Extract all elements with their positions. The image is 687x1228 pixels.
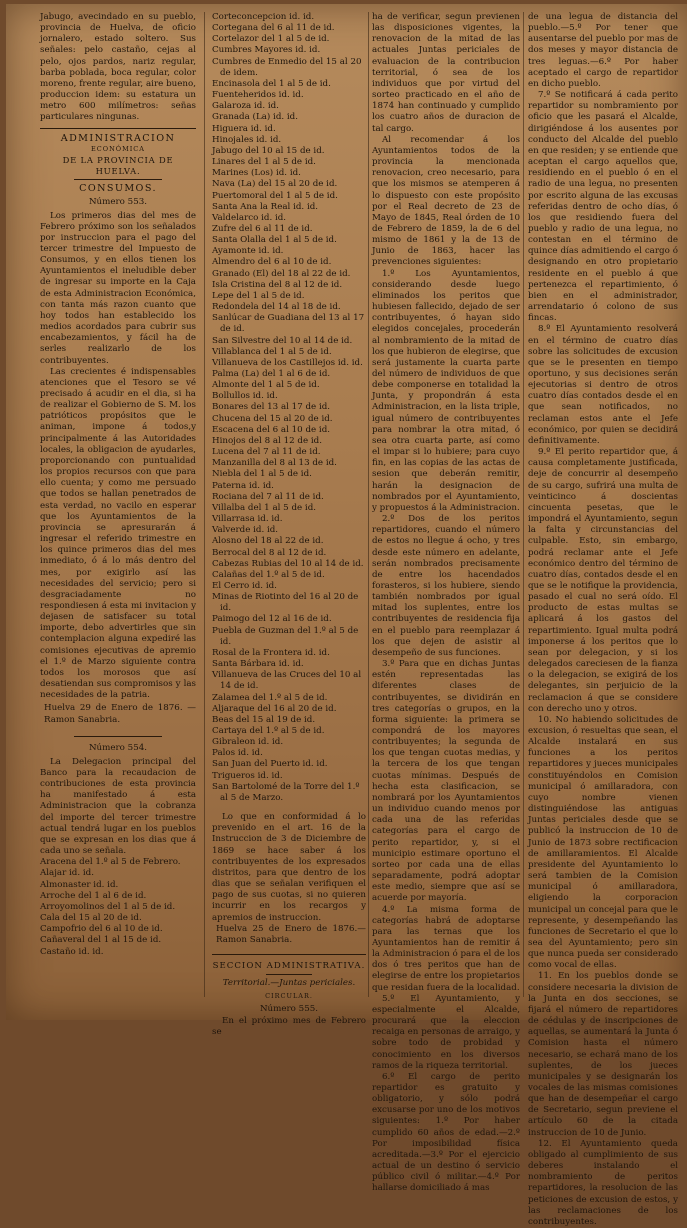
list-item: Calañas del 1.º al 5 de id. [212,569,325,580]
paragraph-4-3: 8.º El Ayuntamiento resolverá en el término de cuatro días sobre las solicitudes de excusion que se le presenten en tiempo oportuno, y sus decisiones serán ejecutorias si dentro de otros cuatro días contados desde el en que sean notificados, no reclaman estos ante el Jefe económico, por quien se decidirá definitivamente. [528,324,678,446]
list-item: Rosal de la Frontera id. id. [212,647,330,658]
list-item: Nava (La) del 15 al 20 de id. [212,179,338,190]
list-item: Arroche del 1 al 6 de id. [40,890,147,901]
column-3 [372,12,520,1194]
list-item: Berrocal del 8 al 12 de id. [212,547,327,558]
newspaper-page [6,4,687,1227]
paragraph-3-5: 3.º Para que en dichas Juntas estén representadas las diferentes clases de contribuyentes, se dividirán en tres categorías o grupos, en la forma siguiente: la primera se compondrá de los mayores contribuyentes; la segunda de los que tengan cuotas medias, y la tercera de los que tengan cuotas mínimas. Después de hecha esta clasificacion, se nombrará por los Ayuntamientos un individuo cuando menos por cada una de las referidas categorías para el cargo de perito repartidor, y, si el municipio estimare oportuno el sorteo por cada una de ellas separadamente, podrá adoptar este medio, siempre que así se acuerde por mayoría. [372,659,520,904]
list-item: Cabezas Rubias del 10 al 14 de id. [212,558,364,569]
list-item: Bollullos id. id. [212,391,278,402]
list-item: Corteconcepcion id. id. [212,12,315,22]
list-item: Cumbres Mayores id. id. [212,45,321,56]
paragraph-3-8: 6.º El cargo de perito repartidor es gratuito y obligatorio, y sólo podrá excusarse por uno de los motivos siguientes: 1.º Por haber cumplido 60 años de edad.—2.º Por imposibilidad física acreditada.—3.º Por el ejercicio actual de un destino ó servicio público civil ó militar.—4.º Por hallarse domiciliado á mas [372,1071,520,1194]
list-item: Zufre del 6 al 11 de id. [212,223,313,234]
list-item: Lucena del 7 al 11 de id. [212,447,321,458]
paragraph-3-4: 2.º Dos de los peritos repartidores, cuando el número de estos no llegue á ocho, y tres desde este número en adelante, serán nombrados precisamente de entre los hacendados forasteros, si los hubiere, siendo también nombrados por igual mitad los suplentes, entre los contribuyentes de residencia fija en el pueblo para reemplazar á los que dejen de asistir al desempeño de sus funciones. [372,514,520,658]
paragraph-4-6: 11. En los pueblos donde se considere necesaria la division de la Junta en dos secciones, se fijará el número de repartidores de cédulas y de inscripciones de aquellas, se aumentará la Junta ó Comision hasta el número necesario, se echará mano de los suplentes, de los jueces municipales y se designarán los vocales de las mismas comisiones que han de desempeñar el cargo de Secretario, segun previene el artículo 60 de la citada instruccion de 10 de Junio. [528,971,678,1138]
list-item: Cortegana del 6 al 11 de id. [212,23,335,34]
divider [212,954,366,955]
paragraph-4-2: 7.º Se notificará á cada perito repartidor su nombramiento por oficio que les pasará el Alcalde, dirigiéndose á los ausentes por conducto del Alcalde del pueblo en que residen; y se entiende que aceptan el cargo aquellos que, residiendo en el pueblo ó en el radio de una legua, no presenten por escrito alguna de las excusas referidas dentro de ocho días, ó los que residiendo fuera del pueblo y radio de una legua, no contestan en el término de quince días admitiendo el cargo ó designando en otro propietario residente en el pueblo á que pertenezca el repartimiento, ó bien en el administrador, arrendatario ó colono de sus fincas. [528,90,678,324]
list-item: Villanueva de los Castillejos id. id. [212,357,363,368]
list-item: Encinasola del 1 al 5 de id. [212,78,331,89]
paragraph-3-1: ha de verificar, segun previenen las disposiciones vigentes, la renovacion de la mitad de las actuales Juntas periciales de evaluacion de la contribucion territorial, ó sea de los individuos que por virtud del sorteo practicado en el año de 1874 han continuado y cumplido los cuatro años de duracion de tal cargo. [372,12,520,134]
list-item: Villablanca del 1 al 5 de id. [212,346,332,357]
list-item: Bonares del 13 al 17 de id. [212,402,331,413]
list-item: Lepe del 1 al 5 de id. [212,290,305,301]
list-item: Santa Ana la Real id. id. [212,201,319,212]
list-item: Galaroza id. id. [212,101,279,112]
list-item: Campofrio del 6 al 10 de id. [40,924,163,935]
closing-signature: Huelva 25 de Enero de 1876.—Ramon Sanabria. [216,923,366,945]
list-item: Santa Bárbara id. id. [212,659,304,670]
list-item: Granado (El) del 18 al 22 de id. [212,268,351,279]
column-rule [204,12,205,997]
list-item: El Cerro id. id. [212,580,277,591]
list-item: Escacena del 6 al 10 de id. [212,424,331,435]
list-item: Hinojales id. id. [212,134,282,145]
list-item: Paterna id. id. [212,480,274,491]
list-item: Cortelazor del 1 al 5 de id. [212,34,330,45]
list-item: Beas del 15 al 19 de id. [212,714,316,725]
list-item: Palos id. id. [212,748,263,759]
consumos-heading: CONSUMOS. [79,183,157,195]
collection-schedule-list [40,857,196,957]
list-item: Villalba del 1 al 5 de id. [212,502,317,513]
list-item: Minas de Riotinto del 16 al 20 de id. [212,592,359,614]
list-item: San Bartolomé de la Torre del 1.º al 5 de Marzo. [212,781,360,803]
section-administrativa-title: SECCION ADMINISTRATIVA. [212,960,366,971]
list-item: Almendro del 6 al 10 de id. [212,257,332,268]
list-item: Aracena del 1.º al 5 de Febrero. [40,857,181,868]
list-item: Redondela del 14 al 18 de id. [212,302,341,313]
divider [40,128,196,129]
article-number-553: Número 553. [88,197,148,208]
article-number-555: Número 555. [259,1004,319,1015]
paragraph-555-start: En el próximo mes de Febrero se [212,1015,366,1037]
list-item: San Juan del Puerto id. id. [212,759,328,770]
column-2 [212,12,366,1037]
paragraph-3-7: 5.º El Ayuntamiento, y especialmente el Alcalde, procurará que la eleccion recaiga en personas de arraigo, y sobre todo de probidad y conocimiento en los diversos ramos de la riqueza territorial. [372,993,520,1071]
paragraph-4-4: 9.º El perito repartidor que, á causa completamente justificada, deje de concurrir al desempeño de su cargo, sufrirá una multa de veinticinco á doscientas cincuenta pesetas, que le impondrá el Ayuntamiento, segun la falta y circunstancias del culpable. Esto, sin embargo, podrá reclamar ante el Jefe económico dentro del término de cuatro días, contados desde el en que se le notifique la providencia, pasado el cual no será oído. El producto de estas multas se aplicará á los gastos del repartimiento. Igual multa podrá imponerse á los peritos que lo sean por delegacion, y si los delegados careciesen de la fianza o la delegacion, se exigirá de los delegantes, sin perjuicio de la reclamacion á que se considere con derecho uno y otros. [528,447,678,714]
column-rule [523,12,524,997]
paragraph-554: La Delegacion principal del Banco para la recaudacion de contribuciones de esta provincia ha manifestado á esta Administracion que la cobranza del importe del tercer trimestre actual tendrá lugar en los pueblos que se expresan en los dias que á cada uno se señala. [40,756,196,857]
list-item: Isla Cristina del 8 al 12 de id. [212,279,343,290]
list-item: Alosno del 18 al 22 de id. [212,536,324,547]
closing-paragraph: Lo que en conformidad á lo prevenido en el art. 16 de la Instruccion de 3 de Diciembre de 1869 se hace saber á los contribuyentes de los expresados distritos, para que dentro de los dias que se señalan verifiquen el pago de sus cuotas, si no quieren incurrir en los recargos y apremios de instruccion. [212,812,366,923]
list-item: Villarrasa id. id. [212,514,283,525]
list-item: Paimogo del 12 al 16 de id. [212,614,332,625]
collection-schedule-list [212,12,366,804]
paragraph-4-5: 10. No habiendo solicitudes de excusion, ó resueltas que sean, el Alcalde instalará en sus funciones a los peritos repartidores y jueces municipales constituyéndolos en Comision municipal ó amillaradora, con cuyo nombre vienen distinguiéndose las antiguas Juntas periciales desde que se publicó la instruccion de 10 de Junio de 1873 sobre rectificacion de amillaramientos. El Alcalde presidente del Ayuntamiento lo será tambien de la Comision municipal ó amillaradora, eligiendo la corporacion municipal un concejal para que le represente, y desempeñando las funciones de Secretario el que lo sea del Ayuntamiento; pero sin que nunca pueda ser considerado como vocal de ellas. [528,714,678,971]
paragraph-553-2: Las crecientes é indispensables atenciones que el Tesoro se vé precisado á acudir en el dia, si ha de realizar el Gobierno de S. M. los patrióticos propósitos que le animan, impone á todos,y principalmente á las Autoridades locales, la obligacion de ayudarles, proporcionando con puntualidad los propios recursos con que para ello cuenta; y como me persuado que todos se hallan penetrados de esta verdad, no vacilo en esperar que los Ayuntamientos de la provincia se apresurarán á ingresar el referido trimestre en los quince primeros dias del mes inmediato, ó á lo más dentro del mes, por exigirlo así las necesidades del servicio; pero si desgraciadamente no respondiesen á esta mi invitacion y dejasen de satisfacer su total importe, debo advertirles que sin contemplacion alguna expediré las comisiones ejecutivas de apremio el 1.º de Marzo siguiente contra todos los morosos que así desatiendan sus compromisos y las necesidades de la patria. [40,366,196,701]
continued-paragraph: Jabugo, avecindado en su pueblo, provincia de Huelva, de oficio jornalero, estado soltero. Sus señales: pelo castaño, cejas al pelo, ojos pardos, nariz regular, barba poblada, boca regular, color moreno, frente regular, aire bueno, produccion idem: su estatura un metro 600 milímetros: señas particulares ningunas. [40,12,196,123]
list-item: Arroyomolinos del 1 al 5 de id. [40,901,176,912]
list-item: Puebla de Guzman del 1.º al 5 de id. [212,625,359,647]
list-item: Rociana del 7 al 11 de id. [212,491,324,502]
list-item: Villanueva de las Cruces del 10 al 14 de id. [212,670,362,692]
section-administrativa-subtitle: Territorial.—Juntas periciales. [222,978,356,989]
ornament-rule [74,736,161,737]
section-title: ADMINISTRACION [60,132,176,144]
article-number-554: Número 554. [88,742,148,753]
list-item: Linares del 1 al 5 de id. [212,157,316,168]
list-item: Sanlúcar de Guadiana del 13 al 17 de id. [212,313,365,335]
list-item: Puertomoral del 1 al 5 de id. [212,190,338,201]
column-4 [528,12,678,1227]
list-item: Cañaveral del 1 al 15 de id. [40,935,162,946]
list-item: Chucena del 15 al 20 de id. [212,413,333,424]
list-item: Valdelarco id. id. [212,212,287,223]
paragraph-553-1: Los primeros dias del mes de Febrero próximo son los señalados por instruccion para el pago del tercer trimestre del Impuesto de Consumos, y en ellos tienen los Ayuntamientos el ineludible deber de ingresar su importe en la Caja de esta Administracion Económica, con tanta más razon cuanto que hoy todos han establecido los medios acordados para cubrir sus encabezamientos, y fácil ha de serles realizarlo de los contribuyentes. [40,210,196,366]
list-item: Cartaya del 1.º al 5 de id. [212,726,325,736]
signature-553: Huelva 29 de Enero de 1876. —Ramon Sanabria. [44,703,196,725]
column-1 [40,12,196,1012]
list-item: Santa Olalla del 1 al 5 de id. [212,235,337,246]
ornament-rule [266,974,312,975]
list-item: Higuera id. id. [212,123,276,134]
list-item: Ayamonte id. id. [212,246,284,257]
list-item: Hinojos del 8 al 12 de id. [212,435,322,446]
list-item: Niebla del 1 al 5 de id. [212,469,312,480]
list-item: Jabugo del 10 al 15 de id. [212,145,325,156]
section-province: DE LA PROVINCIA DE HUELVA. [62,154,174,177]
paragraph-3-2: Al recomendar á los Ayuntamientos todos de la provincia la mencionada renovacion, creo necesario, para que los mismos se atemperen á lo dispuesto con este propósito por el Real decreto de 23 de Mayo de 1845, Real órden de 10 de Febrero de 1859, la de 6 del mismo de 1861 y la de 13 de Junio de 1863, hacer las prevenciones siguientes: [372,134,520,268]
paragraph-3-3: 1.º Los Ayuntamientos, considerando desde luego eliminados los peritos que hubiesen fallecido, dejado de ser contribuyentes, ó hayan sido elegidos concejales, procederán al nombramiento de la mitad de los que hubieron de elegirse, que será justamente la cuarta parte del número de individuos de que debe componerse en totalidad la Junta, y propondrán á esta Administracion, en la lista triple, igual número de contribuyentes para nombrar la otra mitad, ó sea otra cuarta parte, así como el impar si lo hubiere; para cuyo fin, en las copias de las actas de sesion que deberán remitir, harán la designacion de nombrados por el Ayuntamiento, y propuestos á la Administracion. [372,268,520,513]
list-item: Palma (La) del 1 al 6 de id. [212,369,331,379]
list-item: Almonaster id. id. [40,879,119,890]
section-subtitle: ECONÓMICA [91,144,145,153]
list-item: Alajar id. id. [40,868,94,879]
list-item: Aljaraque del 16 al 20 de id. [212,703,337,714]
list-item: Valverde id. id. [212,525,279,536]
list-item: Fuenteheridos id. id. [212,90,304,101]
list-item: San Silvestre del 10 al 14 de id. [212,335,353,346]
ornament-rule [74,179,161,180]
list-item: Zalamea del 1.º al 5 de id. [212,692,328,703]
list-item: Cumbres de Enmedio del 15 al 20 de idem. [212,56,362,78]
paragraph-4-1: de una legua de distancia del pueblo.—5.º Por tener que ausentarse del pueblo por mas de dos meses y mayor distancia de tres leguas.—6.º Por haber aceptado el cargo de repartidor en dicho pueblo. [528,12,678,89]
paragraph-4-7: 12. El Ayuntamiento queda obligado al cumplimiento de sus deberes instalando el nombramiento de peritos repartidores, la resolucion de las peticiones de excusion de estos, y las reclamaciones de los contribuyentes. [528,1138,678,1227]
list-item: Manzanilla del 8 al 13 de id. [212,458,337,469]
list-item: Granada (La) id. id. [212,112,299,123]
list-item: Trigueros id. id. [212,770,283,781]
list-item: Almonte del 1 al 5 de id. [212,380,320,391]
list-item: Gibraleon id. id. [212,737,284,748]
list-item: Castaño id. id. [40,946,104,957]
column-rule [368,12,369,997]
list-item: Cala del 15 al 20 de id. [40,913,142,924]
paragraph-3-6: 4.º La misma forma de categorías habrá de adoptarse para las ternas que los Ayuntamientos han de remitir á la Administracion ó para el de los dos ó tres peritos que han de elegirse de entre los propietarios que residan fuera de la localidad. [372,904,520,993]
list-item: Marines (Los) id. id. [212,168,301,179]
circular-label: CIRCULAR. [265,992,313,1001]
